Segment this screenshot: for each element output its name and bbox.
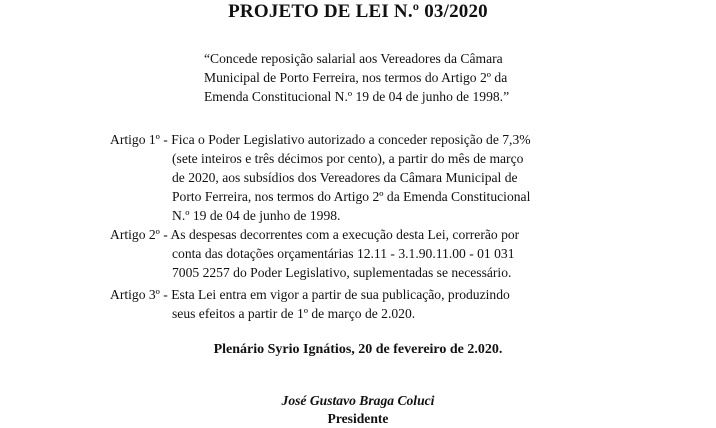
article-1 xyxy=(110,130,600,225)
article-line: 7005 2257 do Poder Legislativo, suplementadas se necessário. xyxy=(172,265,512,280)
article-line: Porto Ferreira, nos termos do Artigo 2º da Emenda Constitucional xyxy=(172,189,531,204)
summary-line: “Concede reposição salarial aos Vereadores da Câmara xyxy=(204,51,503,66)
document-title: PROJETO DE LEI N.º 03/2020 xyxy=(228,1,488,22)
signer-name: José Gustavo Braga Coluci xyxy=(281,393,435,408)
summary-line: Emenda Constitucional N.º 19 de 04 de junho de 1998.” xyxy=(204,89,510,104)
signature-block xyxy=(0,392,716,428)
article-3 xyxy=(110,285,600,323)
signer-role: Presidente xyxy=(327,411,389,426)
article-line: conta das dotações orçamentárias 12.11 - 3.1.90.11.00 - 01 031 xyxy=(172,246,515,261)
article-line: Artigo 2º - As despesas decorrentes com a execução desta Lei, correrão por xyxy=(110,227,520,242)
article-line: de 2020, aos subsídios dos Vereadores da Câmara Municipal de xyxy=(172,170,518,185)
bill-summary xyxy=(204,49,556,106)
article-line: Artigo 3º - Esta Lei entra em vigor a partir de sua publicação, produzindo xyxy=(110,287,510,302)
summary-line: Municipal de Porto Ferreira, nos termos do Artigo 2º da xyxy=(204,70,508,85)
article-2 xyxy=(110,225,600,282)
article-line: N.º 19 de 04 de junho de 1998. xyxy=(172,208,341,223)
place-and-date: Plenário Syrio Ignátios, 20 de fevereiro de 2.020. xyxy=(213,342,503,357)
article-line: Artigo 1º - Fica o Poder Legislativo autorizado a conceder reposição de 7,3% xyxy=(110,132,531,147)
article-line: seus efeitos a partir de 1º de março de 2.020. xyxy=(172,306,416,321)
article-line: (sete inteiros e três décimos por cento), a partir do mês de março xyxy=(172,151,524,166)
